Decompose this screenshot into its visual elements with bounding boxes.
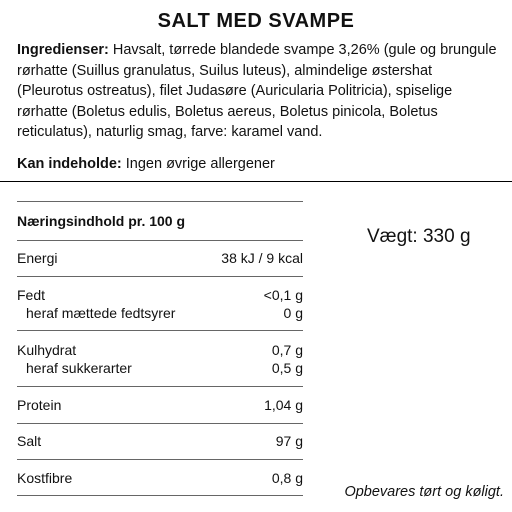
nutrition-row-line	[17, 330, 303, 331]
net-weight: Vægt: 330 g	[367, 226, 471, 247]
nutrition-value: 0,8 g	[271, 470, 303, 486]
nutrition-row-fedt	[17, 287, 303, 305]
section-divider	[0, 181, 512, 182]
allergen-text: Ingen øvrige allergener	[121, 156, 275, 172]
nutrition-sublabel: heraf sukkerarter	[26, 360, 132, 376]
nutrition-header-line	[17, 240, 303, 241]
nutrition-label: Kulhydrat	[17, 342, 77, 358]
nutrition-header: Næringsindhold pr. 100 g	[17, 213, 186, 229]
nutrition-label: Protein	[17, 397, 62, 413]
nutrition-row-protein	[17, 397, 303, 415]
ingredients-list: Havsalt, tørrede blandede svampe 3,26% (gule og brungule rørhatte (Suillus granulatus, Suilus luteus), almindelige østershat (Pleurotus ostreatus), filet Judasøre (Auricularia Politricia), spiselige rørhatte (Boletus edulis, Boletus aereus, Boletus pinicola, Boletus reticulatus), naturlig smag, farve: karamel vand.	[17, 42, 497, 140]
nutrition-label: Salt	[17, 433, 42, 449]
nutrition-value: 38 kJ / 9 kcal	[221, 250, 303, 266]
nutrition-row-fedtsyrer	[17, 305, 303, 323]
nutrition-value: 0,7 g	[271, 342, 303, 358]
ingredients-label: Ingredienser:	[17, 42, 109, 58]
nutrition-row-kostfibre	[17, 470, 303, 488]
nutrition-row-kulhydrat	[17, 342, 303, 360]
nutrition-value: 97 g	[275, 433, 303, 449]
nutrition-value: 1,04 g	[264, 397, 303, 413]
nutrition-label: Kostfibre	[17, 470, 73, 486]
nutrition-bottom-line	[17, 495, 303, 496]
ingredients-text	[17, 40, 497, 143]
nutrition-row-line	[17, 459, 303, 460]
product-title: SALT MED SVAMPE	[157, 10, 355, 32]
nutrition-row-line	[17, 386, 303, 387]
nutrition-row-sukkerarter	[17, 360, 303, 378]
allergen-info	[17, 154, 497, 174]
nutrition-value: <0,1 g	[263, 287, 303, 303]
nutrition-row-salt	[17, 433, 303, 451]
nutrition-label: Energi	[17, 250, 58, 266]
nutrition-row-line	[17, 423, 303, 424]
storage-instructions: Opbevares tørt og køligt.	[344, 484, 504, 500]
allergen-label: Kan indeholde:	[17, 156, 122, 172]
nutrition-row-line	[17, 276, 303, 277]
nutrition-value: 0,5 g	[271, 360, 303, 376]
nutrition-sublabel: heraf mættede fedtsyrer	[26, 305, 176, 321]
nutrition-top-line	[17, 201, 303, 202]
nutrition-row-energi	[17, 250, 303, 268]
nutrition-label: Fedt	[17, 287, 46, 303]
nutrition-value: 0 g	[283, 305, 303, 321]
